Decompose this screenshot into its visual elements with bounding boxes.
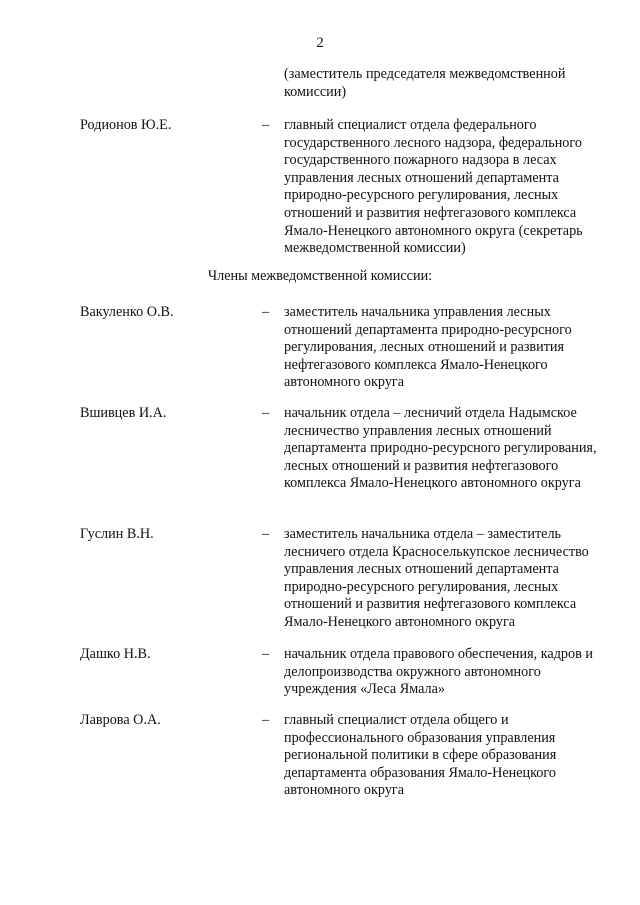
member-dash: – (262, 526, 270, 542)
member-description: главный специалист отдела общего и профессионального образования управления региональной политики в сфере образования департамента образования Ямало-Ненецкого автономного округа (284, 712, 557, 799)
member-description: начальник отдела – лесничий отдела Надымское лесничество управления лесных отношений департамента природно-ресурсного регулирования, лесных отношений и развития нефтегазового комплекса Ямало-Ненецкого автономного округа (284, 405, 597, 492)
secretary-name: Родионов Ю.Е. (80, 117, 172, 133)
member-name: Гуслин В.Н. (80, 526, 154, 542)
member-dash: – (262, 304, 270, 320)
members-heading: Члены межведомственной комиссии: (207, 268, 433, 284)
member-name: Лаврова О.А. (80, 712, 161, 728)
member-name: Вшивцев И.А. (80, 405, 167, 421)
member-dash: – (262, 646, 270, 662)
member-name: Дашко Н.В. (80, 646, 151, 662)
member-description: заместитель начальника управления лесных отношений департамента природно-ресурсного регулирования, лесных отношений и развития нефтегазового комплекса Ямало-Ненецкого автономного округа (284, 304, 572, 391)
secretary-dash: – (262, 117, 270, 133)
member-dash: – (262, 712, 270, 728)
secretary-description: главный специалист отдела федерального государственного лесного надзора, федерального государственного пожарного надзора в лесах управления лесных отношений департамента природно-ресурсного регулирования, лесных отношений и развития нефтегазового комплекса Ямало-Ненецкого автономного округа (секретарь межведомственной комиссии) (284, 117, 583, 257)
member-dash: – (262, 405, 270, 421)
member-name: Вакуленко О.В. (80, 304, 174, 320)
member-description: начальник отдела правового обеспечения, кадров и делопроизводства окружного автономного учреждения «Леса Ямала» (284, 646, 593, 698)
page-number: 2 (316, 35, 324, 51)
continuation-text: (заместитель председателя межведомственной комиссии) (284, 66, 566, 100)
member-description: заместитель начальника отдела – заместитель лесничего отдела Красноселькупское лесничество управления лесных отношений департамента природно-ресурсного регулирования, лесных отношений и развития нефтегазового комплекса Ямало-Ненецкого автономного округа (284, 526, 589, 630)
